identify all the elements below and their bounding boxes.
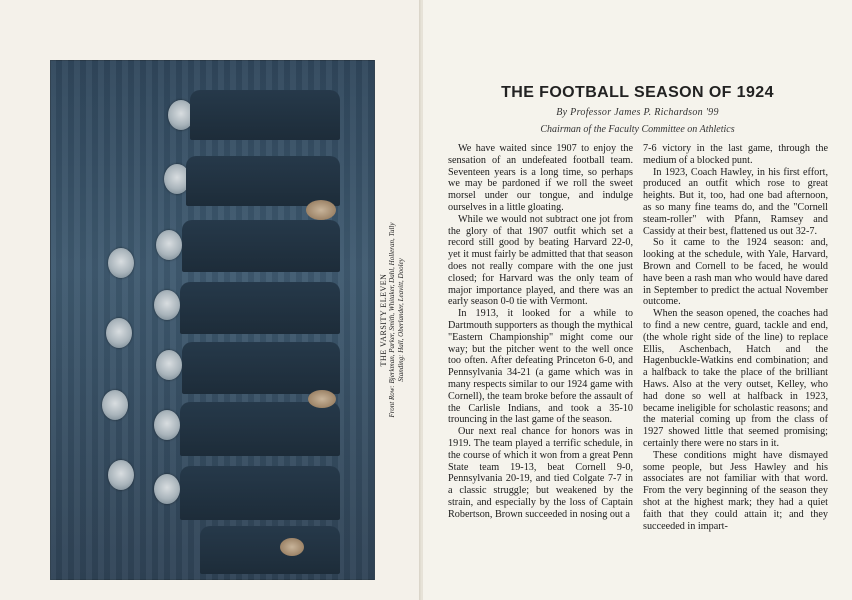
article-byline: By Professor James P. Richardson '99 (556, 107, 719, 118)
text-column-left (448, 143, 633, 521)
paragraph: When the season opened, the coaches had to find a new centre, guard, tackle and end, (the whole right side of the line) to replace Ellis, Aschenbach, Hatch and the Hagenbuckle-Watkins end combination; and a halfback to take the place of the brilliant Haws. Also at the very outset, Kelley, who had done so well at halfback in 1923, became ineligible for scholastic reasons; and the material coming up from the class of 1927 showed little that seemed promising; certainly there were no stars in it. (643, 308, 828, 449)
paragraph: Our next real chance for honors was in 1919. The team played a terrific schedule, in the course of which it won from a great Penn State team 19-13, beat Cornell 9-0, Pennsylvania 20-19, and tied Colgate 7-7 in a classic struggle; but weakened by the strain, and especially by the loss of Captain Robertson, Brown succeeded in nosing out a (448, 426, 633, 520)
paragraph: In 1913, it looked for a while to Dartmouth supporters as though the mythical "Eastern Championship" might come our way; but the pitcher went to the well once too often. After defeating Princeton 6-0, and Pennsylvania 34-21 (a game which was in many respects similar to our 1924 game with Cornell), the team broke before the assault of the Carlisle Indians, and took a 35-10 trouncing in the last game of the season. (448, 308, 633, 426)
right-page (423, 0, 852, 600)
player-head (108, 248, 134, 278)
player-head (154, 410, 180, 440)
paragraph: These conditions might have dismayed some people, but Jess Hawley and his associates are not familiar with that word. From the very beginning of the season they shot at the highest mark; they had a quiet faith that they could attain it; and they succeeded in impart- (643, 449, 828, 532)
team-photo (50, 60, 375, 580)
player-head (154, 290, 180, 320)
football (280, 538, 304, 556)
player-head (102, 390, 128, 420)
paragraph: In 1923, Coach Hawley, in his first effort, produced an outfit which rose to great heights. But it, too, had one bad afternoon, as so many fine teams do, and the "Cornell steam-roller" with Pfann, Ramsey and Cassidy at their best, flattened us out 32-7. (643, 166, 828, 237)
football (308, 390, 336, 408)
paragraph: 7-6 victory in the last game, through the medium of a blocked punt. (643, 143, 828, 166)
left-page (0, 0, 421, 600)
caption-title: THE VARSITY ELEVEN (379, 273, 388, 367)
player-head (154, 474, 180, 504)
player-head (108, 460, 134, 490)
paragraph: We have waited since 1907 to enjoy the sensation of an undefeated football team. Seventeen years is a long time, so perhaps we may be pardoned if we roll the sweet morsel under our tongue, and indulge ourselves in a little gloating. (448, 143, 633, 213)
author-role: Chairman of the Faculty Committee on Athletics (540, 124, 735, 135)
paragraph: So it came to the 1924 season: and, looking at the schedule, with Yale, Harvard, Brown and Cornell to be faced, he would have been a rash man who would have dared in September to predict the actual November outcome. (643, 237, 828, 308)
player-head (156, 350, 182, 380)
caption-front-row: Front Row: Bjerkman, Parker, Smith, Whitaker, Dahl, Holleran, Tully (388, 222, 396, 418)
caption-standing: Standing: Hall, Oberlander, Leavitt, Dooley (397, 258, 405, 382)
player-head (156, 230, 182, 260)
text-column-right (643, 143, 828, 532)
paragraph: While we would not subtract one jot from the glory of that 1907 outfit which set a record still good by beating Harvard 22-0, yet it must fairly be admitted that that season does not really compare with the one just closed; for Harvard was the only team of major importance played, and there was an early season 0-0 tie with Vermont. (448, 213, 633, 308)
football (306, 200, 336, 220)
photo-caption (379, 60, 413, 580)
player-head (106, 318, 132, 348)
article-title: THE FOOTBALL SEASON OF 1924 (501, 84, 774, 101)
